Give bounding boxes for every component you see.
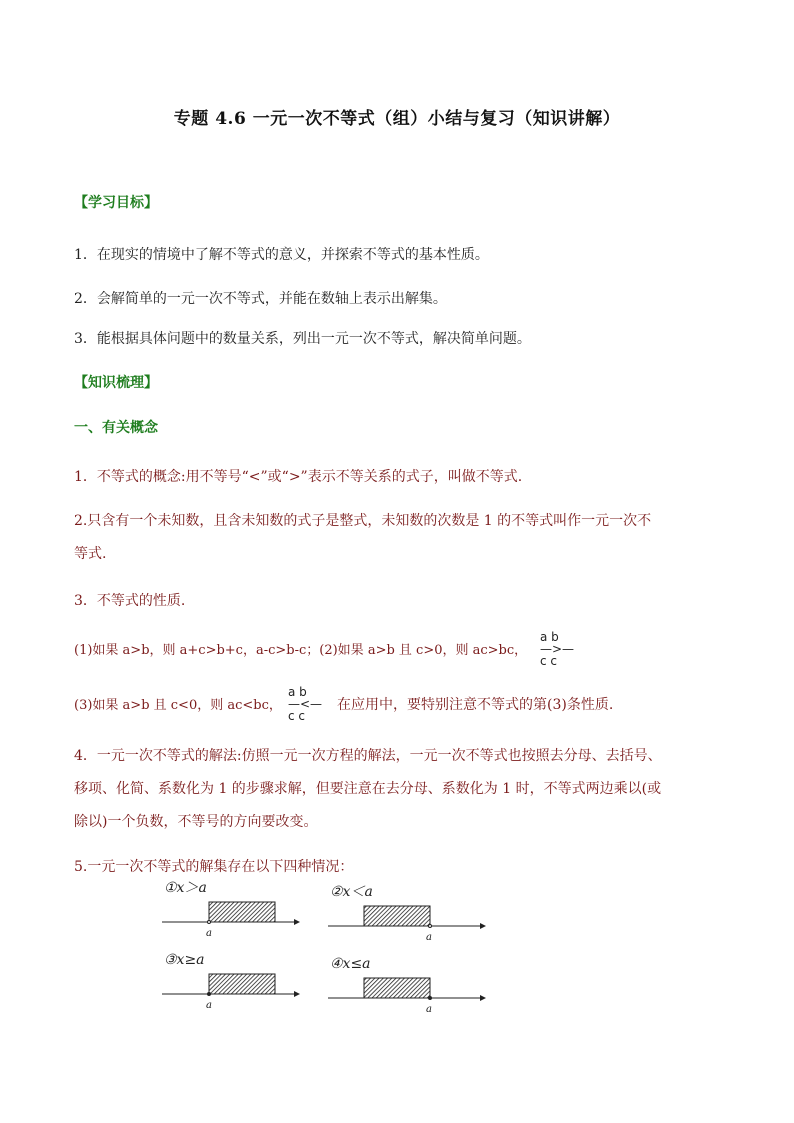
diagram-1-shaded-region [209,902,275,922]
fraction-greater-mid: —>— [540,642,575,656]
solving-paragraph-line2: 移项、化简、系数化为 1 的步骤求解，但要注意在去分母、系数化为 1 时，不等式两边乘以(或 [74,781,662,797]
diagram-1-point-label: a [206,928,212,939]
diagram-1-open-endpoint [208,921,211,924]
diagram-3-label: ③x≥a [164,952,205,968]
diagram-3-arrow-icon [294,991,300,997]
diagram-4-point-label: a [426,1004,432,1015]
property-line-3: (3)如果 a>b 且 c<0，则 ac<bc， [74,698,282,713]
goal-item-1: 1．在现实的情境中了解不等式的意义，并探索不等式的基本性质。 [74,247,489,263]
concept-paragraph-2-line2: 等式. [74,546,107,562]
diagram-1-label: ①x＞a [164,880,207,896]
concept-paragraph-2-line1: 2.只含有一个未知数，且含未知数的式子是整式，未知数的次数是 1 的不等式叫作一元一次不 [74,513,652,529]
concept-paragraph-3: 3．不等式的性质. [74,593,186,609]
solution-set-paragraph: 5.一元一次不等式的解集存在以下四种情况： [74,859,354,875]
fraction-less-bottom: c c [288,709,306,723]
diagram-2-shaded-region [364,906,430,926]
goal-item-3: 3．能根据具体问题中的数量关系，列出一元一次不等式，解决简单问题。 [74,331,531,347]
diagram-2-open-endpoint [429,925,432,928]
number-line-diagram-1 [160,878,300,942]
diagram-4-closed-endpoint [428,996,432,1000]
solving-paragraph-line3: 除以)一个负数，不等号的方向要改变。 [74,814,318,830]
number-line-diagram-3 [160,950,300,1014]
diagram-2-point-label: a [426,932,432,942]
section-concepts-heading: 一、有关概念 [74,420,158,436]
concept-paragraph-1: 1．不等式的概念:用不等号“<”或“>”表示不等关系的式子，叫做不等式. [74,469,523,485]
fraction-greater [540,631,574,667]
diagram-3-point-label: a [206,1000,212,1011]
diagram-2-label: ②x＜a [330,884,373,900]
diagram-1-arrow-icon [294,919,300,925]
property-line-1: (1)如果 a>b，则 a+c>b+c，a-c>b-c；(2)如果 a>b 且 c>0，则 ac>bc， [74,643,528,658]
fraction-less-mid: —<— [288,697,323,711]
property-line-3-tail: 在应用中，要特别注意不等式的第(3)条性质. [337,697,614,713]
diagram-2-arrow-icon [480,923,486,929]
page-title: 专题 4.6 一元一次不等式（组）小结与复习（知识讲解） [173,109,621,129]
fraction-less [288,686,322,722]
diagram-4-shaded-region [364,978,430,998]
fraction-greater-bottom: c c [540,654,558,668]
fraction-less-top: a b [288,685,307,699]
diagram-4-label: ④x≤a [330,956,371,972]
fraction-greater-top: a b [540,630,559,644]
diagram-4-arrow-icon [480,995,486,1001]
number-line-diagram-2 [326,878,486,942]
number-line-diagram-4 [326,950,486,1016]
diagram-3-closed-endpoint [207,992,211,996]
solving-paragraph-line1: 4．一元一次不等式的解法:仿照一元一次方程的解法，一元一次不等式也按照去分母、去括号、 [74,748,662,764]
knowledge-heading: 【知识梳理】 [74,375,158,391]
goals-heading: 【学习目标】 [74,195,158,211]
diagram-3-shaded-region [209,974,275,994]
goal-item-2: 2．会解简单的一元一次不等式，并能在数轴上表示出解集。 [74,291,447,307]
